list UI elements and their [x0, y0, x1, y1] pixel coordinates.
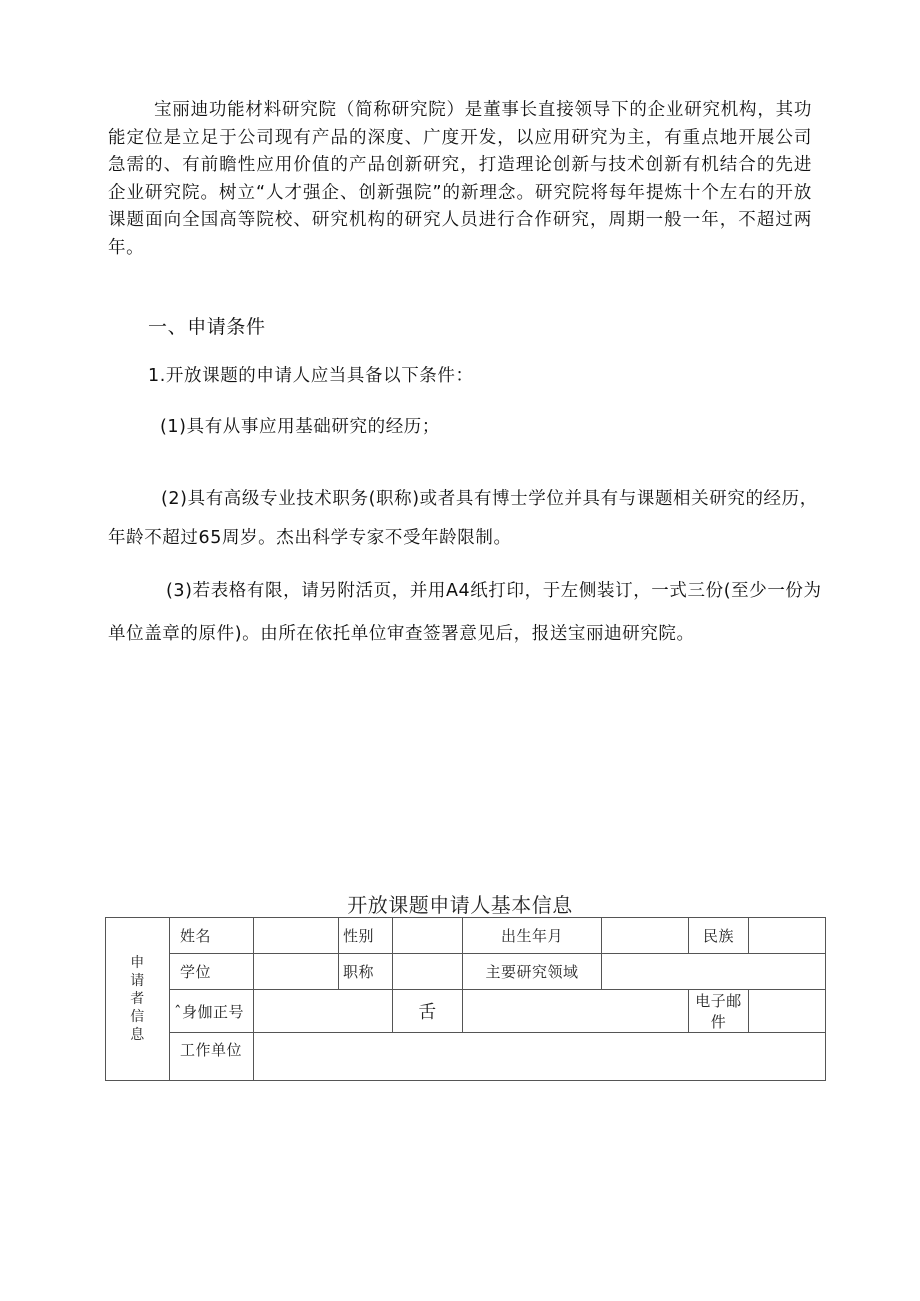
- table-row: [106, 918, 826, 954]
- side-label-text: 申请者信息: [130, 955, 145, 1043]
- ethnicity-label: 民族: [689, 918, 749, 954]
- ethnicity-field[interactable]: [749, 918, 826, 954]
- table-row: [106, 990, 826, 1033]
- table-row: [106, 954, 826, 990]
- condition-intro: 1.开放课题的申请人应当具备以下条件：: [148, 366, 474, 386]
- email-field[interactable]: [749, 990, 826, 1033]
- gender-label: 性别: [339, 918, 393, 954]
- degree-label: 学位: [170, 954, 254, 990]
- email-label: 电子邮件: [689, 990, 749, 1033]
- name-field[interactable]: [254, 918, 339, 954]
- work-unit-field[interactable]: [254, 1033, 826, 1081]
- intro-paragraph: 宝丽迪功能材料研究院（简称研究院）是董事长直接领导下的企业研究机构，其功能定位是立足于公司现有产品的深度、广度开发，以应用研究为主，有重点地开展公司急需的、有前瞻性应用价值的产品创新研究，打造理论创新与技术创新有机结合的先进企业研究院。树立“人才强企、创新强院”的新理念。研究院将每年提炼十个左右的开放课题面向全国高等院校、研究机构的研究人员进行合作研究，周期一般一年，不超过两年。: [108, 100, 812, 258]
- work-unit-label: 工作单位: [170, 1033, 254, 1081]
- birth-field[interactable]: [602, 918, 689, 954]
- table-title-text: 开放课题申请人基本信息: [347, 893, 573, 917]
- id-number-field[interactable]: [254, 990, 393, 1033]
- applicant-info-table: [105, 917, 826, 1081]
- applicant-info-side-label: [106, 918, 170, 1081]
- phone-field[interactable]: [463, 990, 689, 1033]
- title-rank-label: 职称: [339, 954, 393, 990]
- degree-field[interactable]: [254, 954, 339, 990]
- research-field-label: 主要研究领域: [463, 954, 602, 990]
- gender-field[interactable]: [393, 918, 463, 954]
- birth-label: 出生年月: [463, 918, 602, 954]
- name-label: 姓名: [170, 918, 254, 954]
- phone-label: 舌: [393, 990, 463, 1033]
- research-field-field[interactable]: [602, 954, 826, 990]
- section-heading-application-conditions: 一、申请条件: [148, 316, 266, 338]
- table-title: [0, 889, 920, 918]
- id-number-label: ˆ身伽正号: [170, 990, 254, 1033]
- condition-item-1: (1)具有从事应用基础研究的经历；: [160, 417, 440, 437]
- title-rank-field[interactable]: [393, 954, 463, 990]
- condition-item-3: (3)若表格有限，请另附活页，并用A4纸打印，于左侧装订，一式三份(至少一份为单位盖章的原件)。由所在依托单位审查签署意见后，报送宝丽迪研究院。: [108, 581, 822, 644]
- condition-item-2: (2)具有高级专业技术职务(职称)或者具有博士学位并具有与课题相关研究的经历，年龄不超过65周岁。杰出科学专家不受年龄限制。: [108, 489, 818, 548]
- table-row: [106, 1033, 826, 1081]
